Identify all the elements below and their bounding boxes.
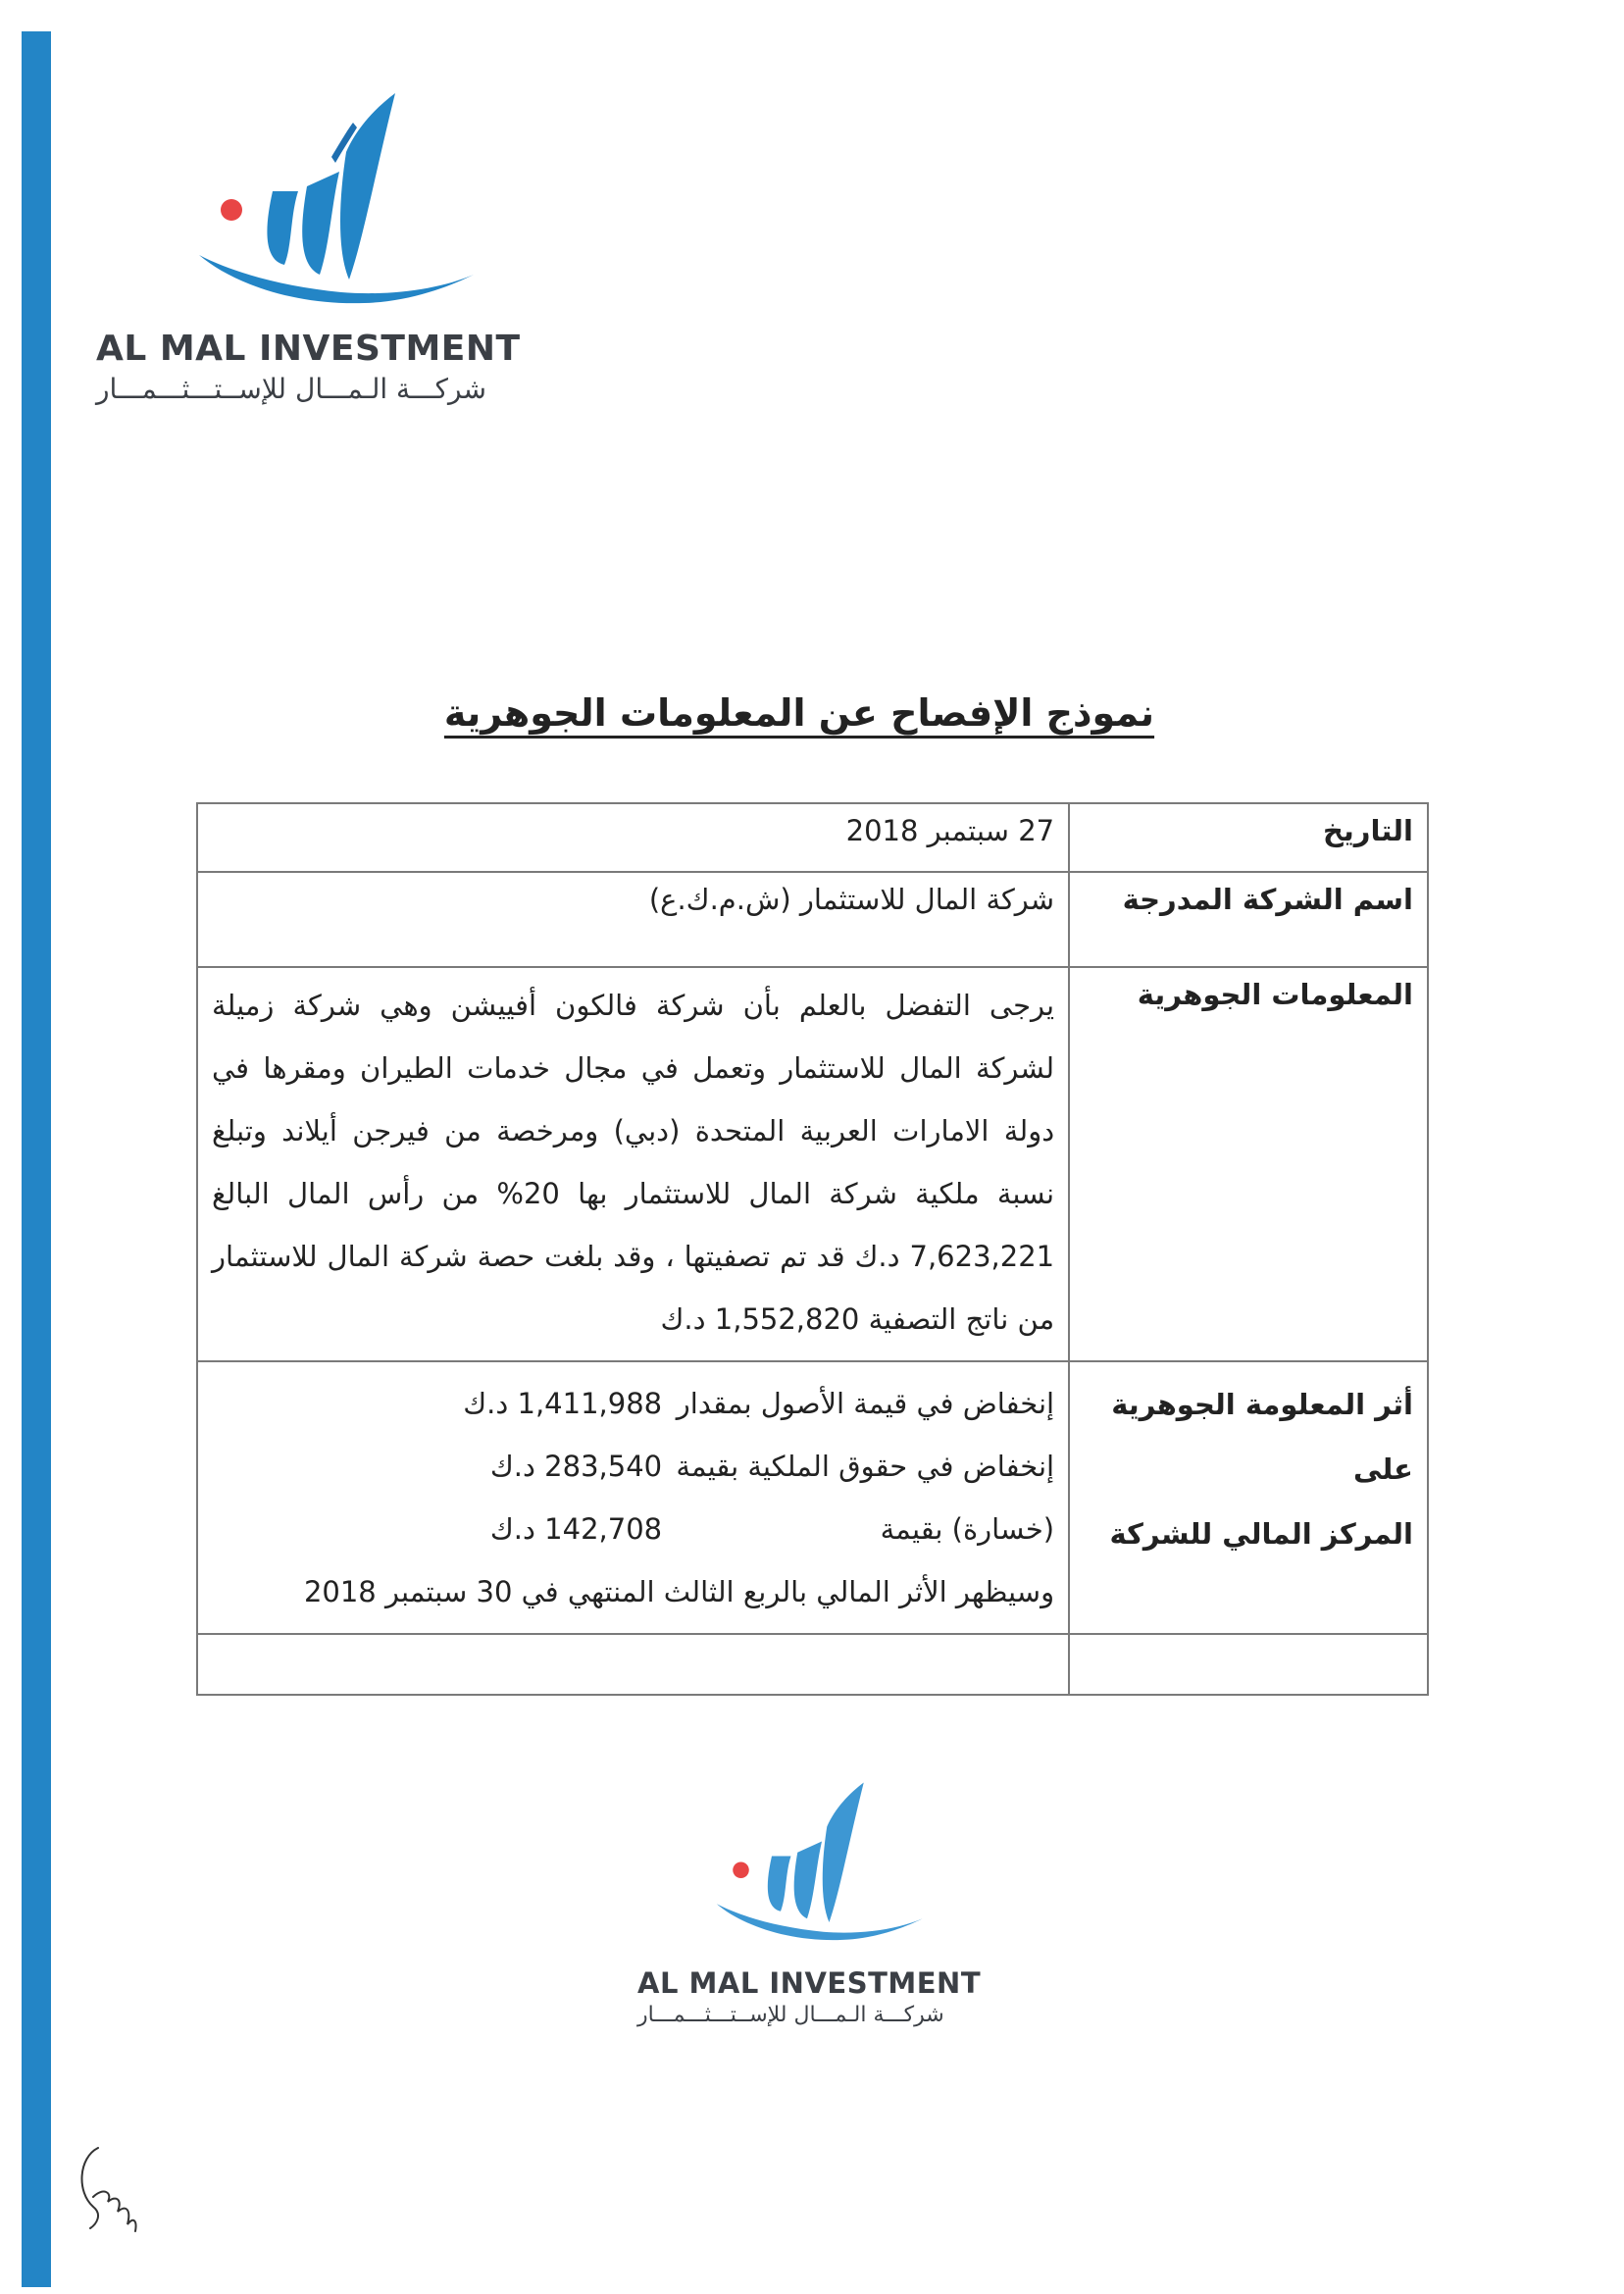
- table-row-impact: [197, 1361, 1428, 1634]
- date-value: 27 سبتمبر 2018: [197, 803, 1069, 872]
- side-accent-bar: [22, 31, 51, 2287]
- table-row-empty: [197, 1634, 1428, 1695]
- logo-mark-icon: [175, 78, 488, 324]
- impact-label: [1069, 1361, 1428, 1634]
- logo-name-ar: شركـــة الـمـــال للإســتـــثـــمـــار: [96, 373, 486, 405]
- document-title: [196, 691, 1402, 735]
- impact-item-equity: [212, 1435, 1054, 1498]
- logo-mark-icon: [698, 1765, 934, 1962]
- impact-item-desc: إنخفاض في قيمة الأصول بمقدار: [676, 1387, 1055, 1420]
- impact-item-loss: [212, 1498, 1054, 1560]
- impact-cell: [197, 1361, 1069, 1634]
- company-value: شركة المال للاستثمار (ش.م.ك.ع): [197, 872, 1069, 967]
- empty-cell: [197, 1634, 1069, 1695]
- document-title-text: نموذج الإفصاح عن المعلومات الجوهرية: [443, 691, 1155, 735]
- material-info-label: المعلومات الجوهرية: [1069, 967, 1428, 1361]
- impact-label-line1: أثر المعلومة الجوهرية على: [1111, 1388, 1413, 1486]
- logo-name-en: AL MAL INVESTMENT: [637, 1966, 982, 2000]
- impact-item-value: 283,540 د.ك: [489, 1450, 663, 1483]
- impact-item-desc: (خسارة) بقيمة: [880, 1512, 1055, 1546]
- impact-item-desc: إنخفاض في حقوق الملكية بقيمة: [676, 1450, 1055, 1483]
- logo-name-en: AL MAL INVESTMENT: [96, 329, 521, 369]
- material-info-cell: [197, 967, 1069, 1361]
- disclosure-table: [196, 802, 1429, 1696]
- logo-name-ar: شركـــة الـمـــال للإســتـــثـــمـــار: [637, 2003, 944, 2027]
- impact-item-assets: [212, 1372, 1054, 1435]
- impact-note: وسيظهر الأثر المالي بالربع الثالث المنتهي في 30 سبتمبر 2018: [303, 1575, 1055, 1608]
- impact-item-value: 142,708 د.ك: [489, 1512, 663, 1546]
- company-logo-stamp: [637, 1765, 982, 2030]
- date-label: التاريخ: [1069, 803, 1428, 872]
- impact-item-value: 1,411,988 د.ك: [463, 1387, 663, 1420]
- table-row-date: [197, 803, 1428, 872]
- table-row-material-info: [197, 967, 1428, 1361]
- empty-cell: [1069, 1634, 1428, 1695]
- company-label: اسم الشركة المدرجة: [1069, 872, 1428, 967]
- impact-label-line2: المركز المالي للشركة: [1109, 1517, 1413, 1551]
- material-info-text: يرجى التفضل بالعلم بأن شركة فالكون أفييشن وهي شركة زميلة لشركة المال للاستثمار وتعمل في مجال خدمات الطيران ومقرها في دولة الامارات العربية المتحدة (دبي) ومرخصة من فيرجن أيلاند وتبلغ نسبة ملكية شركة المال للاستثمار بها 20% من رأس المال البالغ 7,623,221 د.ك قد تم تصفيتها ، وقد بلغت حصة شركة المال للاستثمار من ناتج التصفية 1,552,820 د.ك: [212, 989, 1055, 1336]
- company-logo-top: [96, 78, 521, 412]
- handwritten-signature: [69, 2138, 147, 2236]
- table-row-company: [197, 872, 1428, 967]
